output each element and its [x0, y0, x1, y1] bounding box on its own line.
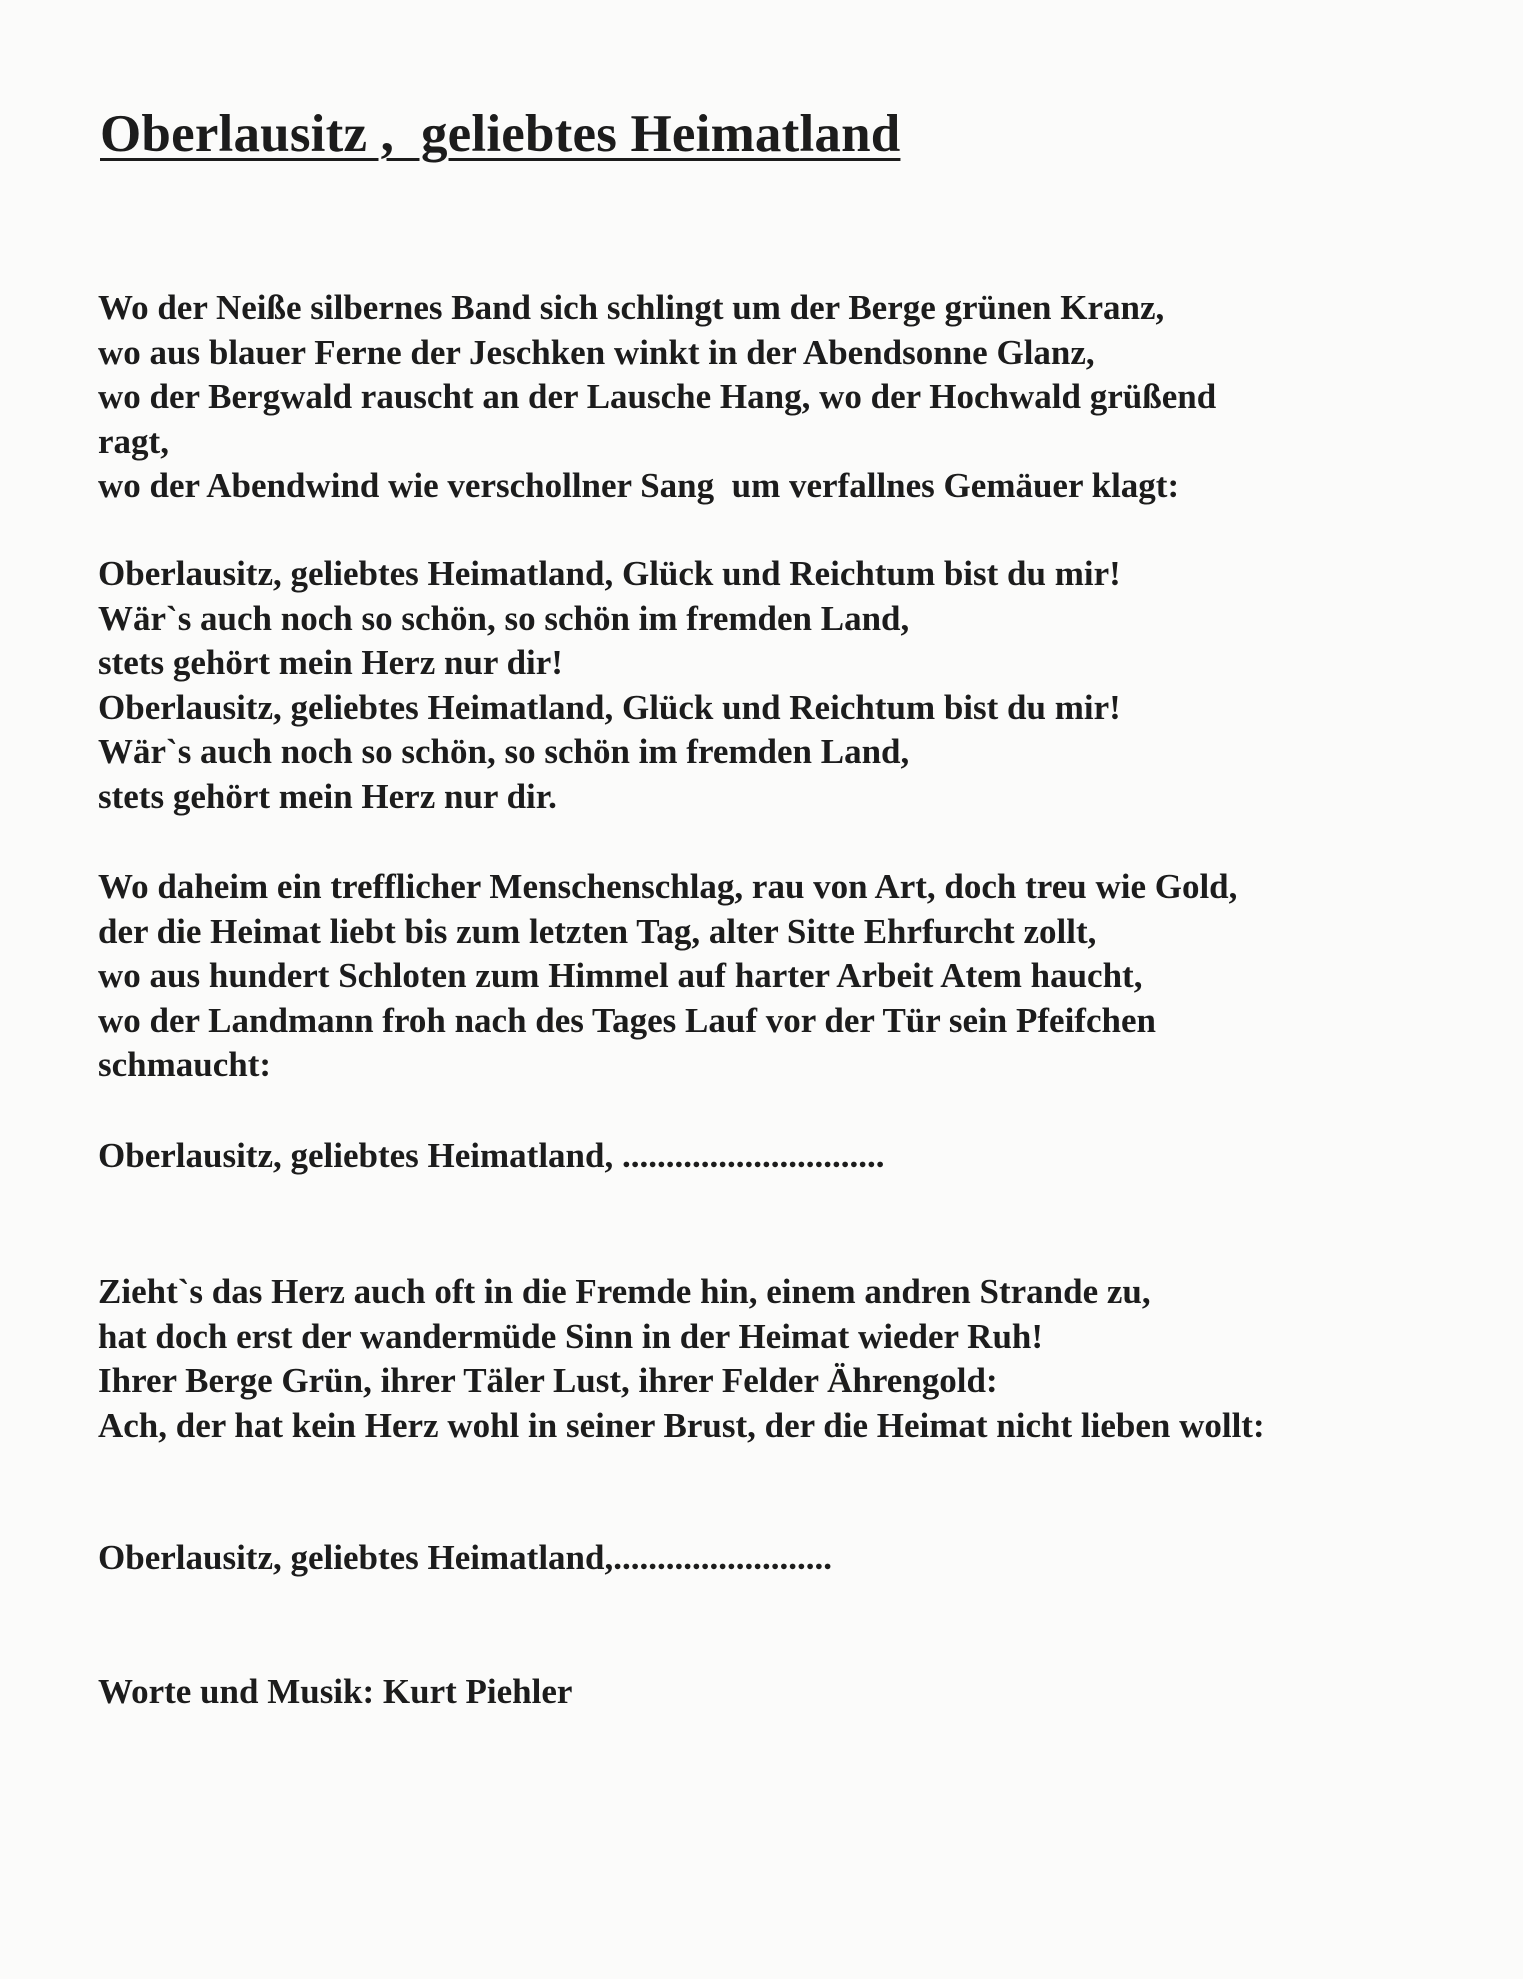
- verse-line: hat doch erst der wandermüde Sinn in der Heimat wieder Ruh!: [98, 1316, 1044, 1356]
- verse-line: wo der Abendwind wie verschollner Sang um verfallnes Gemäuer klagt:: [98, 466, 1180, 505]
- verse-line: wo aus blauer Ferne der Jeschken winkt in der Abendsonne Glanz,: [98, 332, 1095, 372]
- verse-3: [98, 1270, 1265, 1448]
- verse-2: [98, 865, 1237, 1088]
- chorus-line: Oberlausitz, geliebtes Heimatland,.........................: [98, 1538, 832, 1577]
- verse-line: der die Heimat liebt bis zum letzten Tag, alter Sitte Ehrfurcht zollt,: [98, 911, 1097, 951]
- chorus-line: Wär`s auch noch so schön, so schön im fremden Land,: [98, 598, 910, 638]
- chorus-line: Wär`s auch noch so schön, so schön im fremden Land,: [98, 732, 910, 771]
- verse-line: wo der Bergwald rauscht an der Lausche Hang, wo der Hochwald grüßend: [98, 377, 1217, 416]
- verse-line: ragt,: [98, 421, 169, 461]
- chorus-line: Oberlausitz, geliebtes Heimatland, ..............................: [98, 1136, 885, 1175]
- verse-line: Wo daheim ein trefflicher Menschenschlag, rau von Art, doch treu wie Gold,: [98, 867, 1238, 906]
- verse-line: wo der Landmann froh nach des Tages Lauf vor der Tür sein Pfeifchen: [98, 1000, 1156, 1040]
- credits-line: Worte und Musik: Kurt Piehler: [98, 1672, 573, 1711]
- chorus-line: stets gehört mein Herz nur dir!: [98, 643, 563, 682]
- chorus-reference-1: [98, 1134, 884, 1179]
- chorus-full: [98, 552, 1121, 819]
- chorus-line: Oberlausitz, geliebtes Heimatland, Glück und Reichtum bist du mir!: [98, 687, 1121, 727]
- credits: [98, 1670, 572, 1715]
- verse-line: schmaucht:: [98, 1045, 272, 1084]
- verse-1: [98, 286, 1216, 509]
- song-title: Oberlausitz , geliebtes Heimatland: [100, 105, 901, 163]
- chorus-line: Oberlausitz, geliebtes Heimatland, Glück und Reichtum bist du mir!: [98, 554, 1121, 593]
- verse-line: Zieht`s das Herz auch oft in die Fremde hin, einem andren Strande zu,: [98, 1272, 1151, 1311]
- verse-line: wo aus hundert Schloten zum Himmel auf harter Arbeit Atem haucht,: [98, 956, 1143, 995]
- verse-line: Ihrer Berge Grün, ihrer Täler Lust, ihrer Felder Ährengold:: [98, 1361, 998, 1400]
- verse-line: Wo der Neiße silbernes Band sich schlingt um der Berge grünen Kranz,: [98, 288, 1165, 327]
- chorus-reference-2: [98, 1536, 832, 1581]
- chorus-line: stets gehört mein Herz nur dir.: [98, 776, 557, 816]
- verse-line: Ach, der hat kein Herz wohl in seiner Brust, der die Heimat nicht lieben wollt:: [98, 1405, 1265, 1445]
